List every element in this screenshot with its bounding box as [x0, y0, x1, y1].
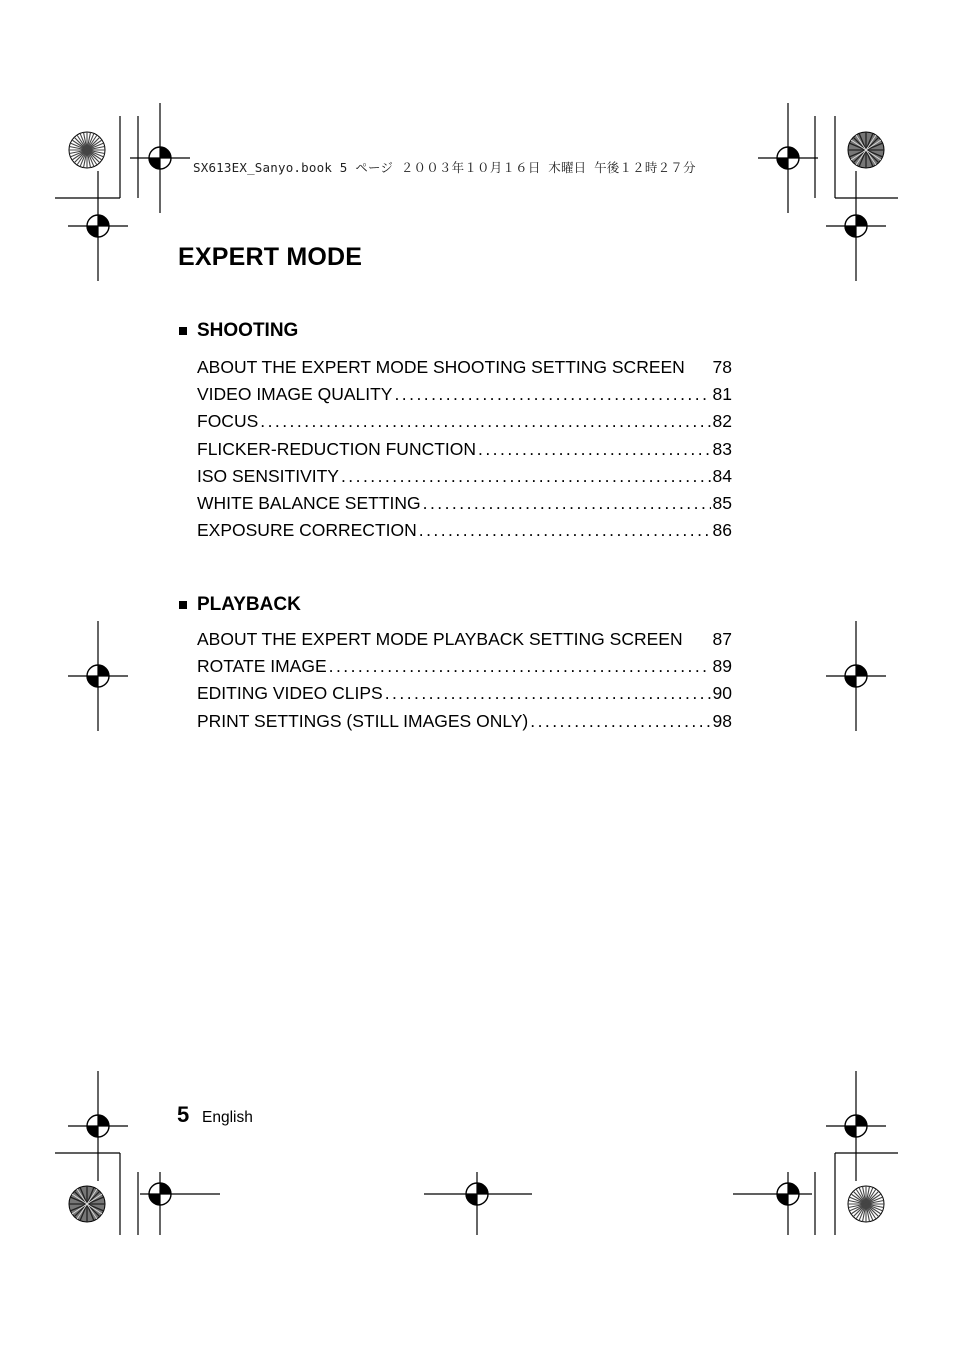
toc-entry[interactable] — [197, 408, 732, 435]
toc-entry-page: 82 — [712, 411, 732, 432]
toc-entry-page: 81 — [712, 384, 732, 405]
dot-leader — [385, 680, 711, 707]
toc-entry-page: 90 — [712, 683, 732, 704]
toc-entry-label: ISO SENSITIVITY — [197, 465, 339, 486]
toc-entry[interactable] — [197, 381, 732, 408]
toc-entry-label: FLICKER-REDUCTION FUNCTION — [197, 438, 477, 459]
footer-language: English — [202, 1109, 253, 1126]
toc-entry-page: 87 — [712, 629, 732, 649]
toc-entry-label: VIDEO IMAGE QUALITY — [197, 384, 393, 405]
dot-leader — [419, 517, 711, 544]
dot-leader — [394, 381, 710, 408]
dot-leader — [341, 463, 711, 490]
toc-entry-label: PRINT SETTINGS (STILL IMAGES ONLY) — [197, 710, 529, 731]
toc-entry-label: FOCUS — [197, 411, 259, 432]
toc-entry[interactable] — [197, 490, 732, 517]
section-heading-label: PLAYBACK — [197, 594, 301, 615]
toc-entry-page: 78 — [712, 357, 732, 377]
section-heading-label: SHOOTING — [197, 320, 299, 341]
dot-leader — [478, 436, 711, 463]
toc-entry[interactable] — [197, 626, 732, 653]
toc-entry[interactable] — [197, 680, 732, 707]
toc-list-shooting — [197, 354, 732, 544]
dot-leader — [329, 653, 711, 680]
toc-entry-label: ABOUT THE EXPERT MODE SHOOTING SETTING SCREEN — [197, 357, 685, 377]
toc-entry[interactable] — [197, 436, 732, 463]
toc-entry-page: 89 — [712, 656, 732, 677]
toc-entry-label: WHITE BALANCE SETTING — [197, 492, 421, 513]
toc-entry-label: EXPOSURE CORRECTION — [197, 520, 417, 541]
toc-entry[interactable] — [197, 708, 732, 735]
toc-entry[interactable] — [197, 517, 732, 544]
toc-entry-page: 98 — [712, 710, 732, 731]
toc-entry-label: ABOUT THE EXPERT MODE PLAYBACK SETTING SCREEN — [197, 629, 683, 649]
section-heading-shooting — [178, 320, 298, 342]
toc-entry-label: ROTATE IMAGE — [197, 656, 327, 677]
toc-entry[interactable] — [197, 354, 732, 381]
dot-leader — [530, 708, 710, 735]
toc-entry-page: 86 — [712, 520, 732, 541]
dot-leader — [423, 490, 711, 517]
toc-entry-page: 85 — [712, 492, 732, 513]
page-title: EXPERT MODE — [178, 243, 363, 271]
section-heading-playback — [178, 594, 301, 616]
toc-entry[interactable] — [197, 463, 732, 490]
bullet-square-icon — [179, 327, 187, 335]
page-number: 5 — [177, 1102, 190, 1127]
toc-entry-label: EDITING VIDEO CLIPS — [197, 683, 383, 704]
toc-entry-page: 84 — [712, 465, 732, 486]
toc-entry[interactable] — [197, 653, 732, 680]
print-header: SX613EX_Sanyo.book 5 ページ ２００３年１０月１６日 木曜日 午後１２時２７分 — [193, 160, 696, 175]
toc-list-playback — [197, 626, 732, 735]
bullet-square-icon — [179, 601, 187, 609]
toc-entry-page: 83 — [712, 438, 732, 459]
dot-leader — [260, 408, 710, 435]
